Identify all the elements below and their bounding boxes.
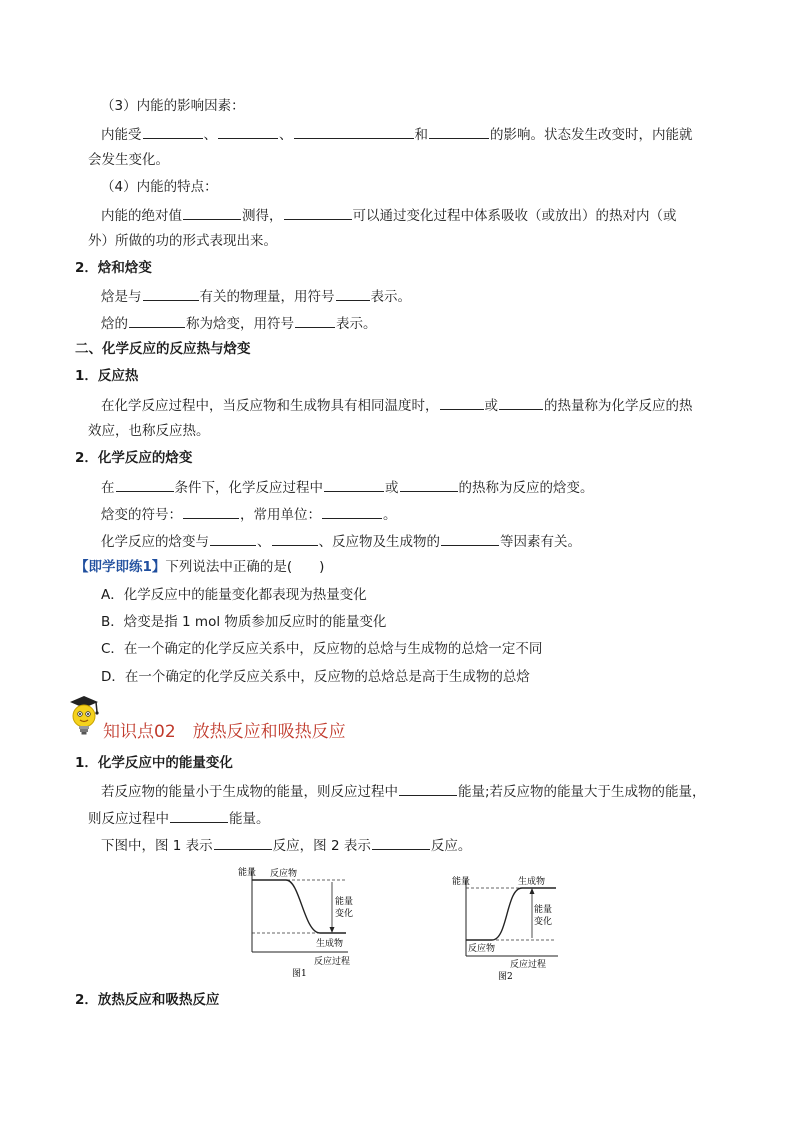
arrow-head <box>330 927 335 933</box>
fill-blank[interactable] <box>129 313 185 328</box>
fill-blank[interactable] <box>294 124 414 139</box>
energy-change-line-2: 则反应过程中 能量。 <box>88 808 270 828</box>
fill-blank[interactable] <box>429 124 489 139</box>
section-3-line-1: 内能受 、 、 和 的影响。状态发生改变时，内能就 <box>101 124 693 144</box>
fill-blank[interactable] <box>143 124 203 139</box>
energy-change-label-2: 变化 <box>335 909 354 919</box>
graduation-bulb-icon <box>66 693 106 737</box>
practice-question: 【即学即练1】下列说法中正确的是( ) <box>75 559 325 575</box>
enthalpy-change-heading: 2．化学反应的焓变 <box>75 450 193 466</box>
fill-blank[interactable] <box>116 477 174 492</box>
section-3-line-2: 会发生变化。 <box>88 152 169 168</box>
fill-blank[interactable] <box>143 286 199 301</box>
enthalpy-heading: 2．焓和焓变 <box>75 260 152 276</box>
energy-change-label-2: 变化 <box>534 917 553 927</box>
arrow-head <box>530 888 535 894</box>
enthalpy-line-1: 焓是与 有关的物理量，用符号 表示。 <box>101 286 411 306</box>
product-label: 生成物 <box>518 877 546 887</box>
practice-option-b[interactable]: B．焓变是指 1 mol 物质参加反应时的能量变化 <box>101 614 387 630</box>
energy-change-line-3: 下图中，图 1 表示 反应，图 2 表示 反应。 <box>101 835 471 855</box>
practice-option-d[interactable]: D．在一个确定的化学反应关系中，反应物的总焓总是高于生成物的总焓 <box>101 669 530 685</box>
fill-blank[interactable] <box>183 205 241 220</box>
fill-blank[interactable] <box>322 504 382 519</box>
practice-tag: 【即学即练1】 <box>75 559 166 575</box>
reaction-heat-heading: 1．反应热 <box>75 368 139 384</box>
fill-blank[interactable] <box>170 808 228 823</box>
enthalpy-line-2: 焓的 称为焓变，用符号 表示。 <box>101 313 377 333</box>
reactant-label: 反应物 <box>468 944 496 954</box>
y-axis-label-1: 能量 <box>452 877 471 887</box>
energy-change-label-1: 能量 <box>534 905 553 915</box>
fill-blank[interactable] <box>499 395 543 410</box>
section-4-line-2: 外）所做的功的形式表现出来。 <box>88 233 277 249</box>
fill-blank[interactable] <box>400 477 458 492</box>
reaction-heat-line-1: 在化学反应过程中，当反应物和生成物具有相同温度时， 或 的热量称为化学反应的热 <box>101 395 693 415</box>
section-3-heading: （3）内能的影响因素： <box>101 98 245 114</box>
practice-option-c[interactable]: C．在一个确定的化学反应关系中，反应物的总焓与生成物的总焓一定不同 <box>101 641 543 657</box>
fill-blank[interactable] <box>441 531 499 546</box>
section-4-line-1: 内能的绝对值 测得， 可以通过变化过程中体系吸收（或放出）的热对内（或 <box>101 205 677 225</box>
fill-blank[interactable] <box>284 205 352 220</box>
fill-blank[interactable] <box>272 531 318 546</box>
reactant-label: 反应物 <box>270 869 298 879</box>
x-axis-label: 反应过程 <box>510 960 547 970</box>
enthalpy-change-line-3: 化学反应的焓变与 、 、反应物及生成物的 等因素有关。 <box>101 531 581 551</box>
fill-blank[interactable] <box>440 395 484 410</box>
energy-change-line-1: 若反应物的能量小于生成物的能量，则反应过程中 能量;若反应物的能量大于生成物的能量， <box>101 781 706 801</box>
energy-change-heading: 1．化学反应中的能量变化 <box>75 755 233 771</box>
product-label: 生成物 <box>316 939 344 949</box>
fill-blank[interactable] <box>324 477 384 492</box>
enthalpy-change-line-2: 焓变的符号： ，常用单位： 。 <box>101 504 397 524</box>
figure-1-caption: 图1 <box>292 969 307 979</box>
fill-blank[interactable] <box>295 313 335 328</box>
x-axis-label: 反应过程 <box>314 957 351 967</box>
reaction-heat-line-2: 效应，也称反应热。 <box>88 423 210 439</box>
fill-blank[interactable] <box>214 835 272 850</box>
enthalpy-change-line-1: 在 条件下，化学反应过程中 或 的热称为反应的焓变。 <box>101 477 594 497</box>
figure-1-diagram <box>228 860 368 982</box>
exo-endo-heading: 2．放热反应和吸热反应 <box>75 992 220 1008</box>
fill-blank[interactable] <box>336 286 370 301</box>
y-axis-label-1: 能量 <box>238 868 257 878</box>
fill-blank[interactable] <box>372 835 430 850</box>
fill-blank[interactable] <box>218 124 278 139</box>
figure-2-caption: 图2 <box>498 972 513 982</box>
section-4-heading: （4）内能的特点： <box>101 179 218 195</box>
practice-option-a[interactable]: A．化学反应中的能量变化都表现为热量变化 <box>101 587 367 603</box>
fill-blank[interactable] <box>210 531 256 546</box>
part-2-heading: 二、化学反应的反应热与焓变 <box>75 341 251 357</box>
fill-blank[interactable] <box>399 781 457 796</box>
energy-change-label-1: 能量 <box>335 897 354 907</box>
fill-blank[interactable] <box>183 504 239 519</box>
figure-2-diagram <box>448 872 568 984</box>
knowledge-point-title: 知识点02 放热反应和吸热反应 <box>103 722 346 742</box>
